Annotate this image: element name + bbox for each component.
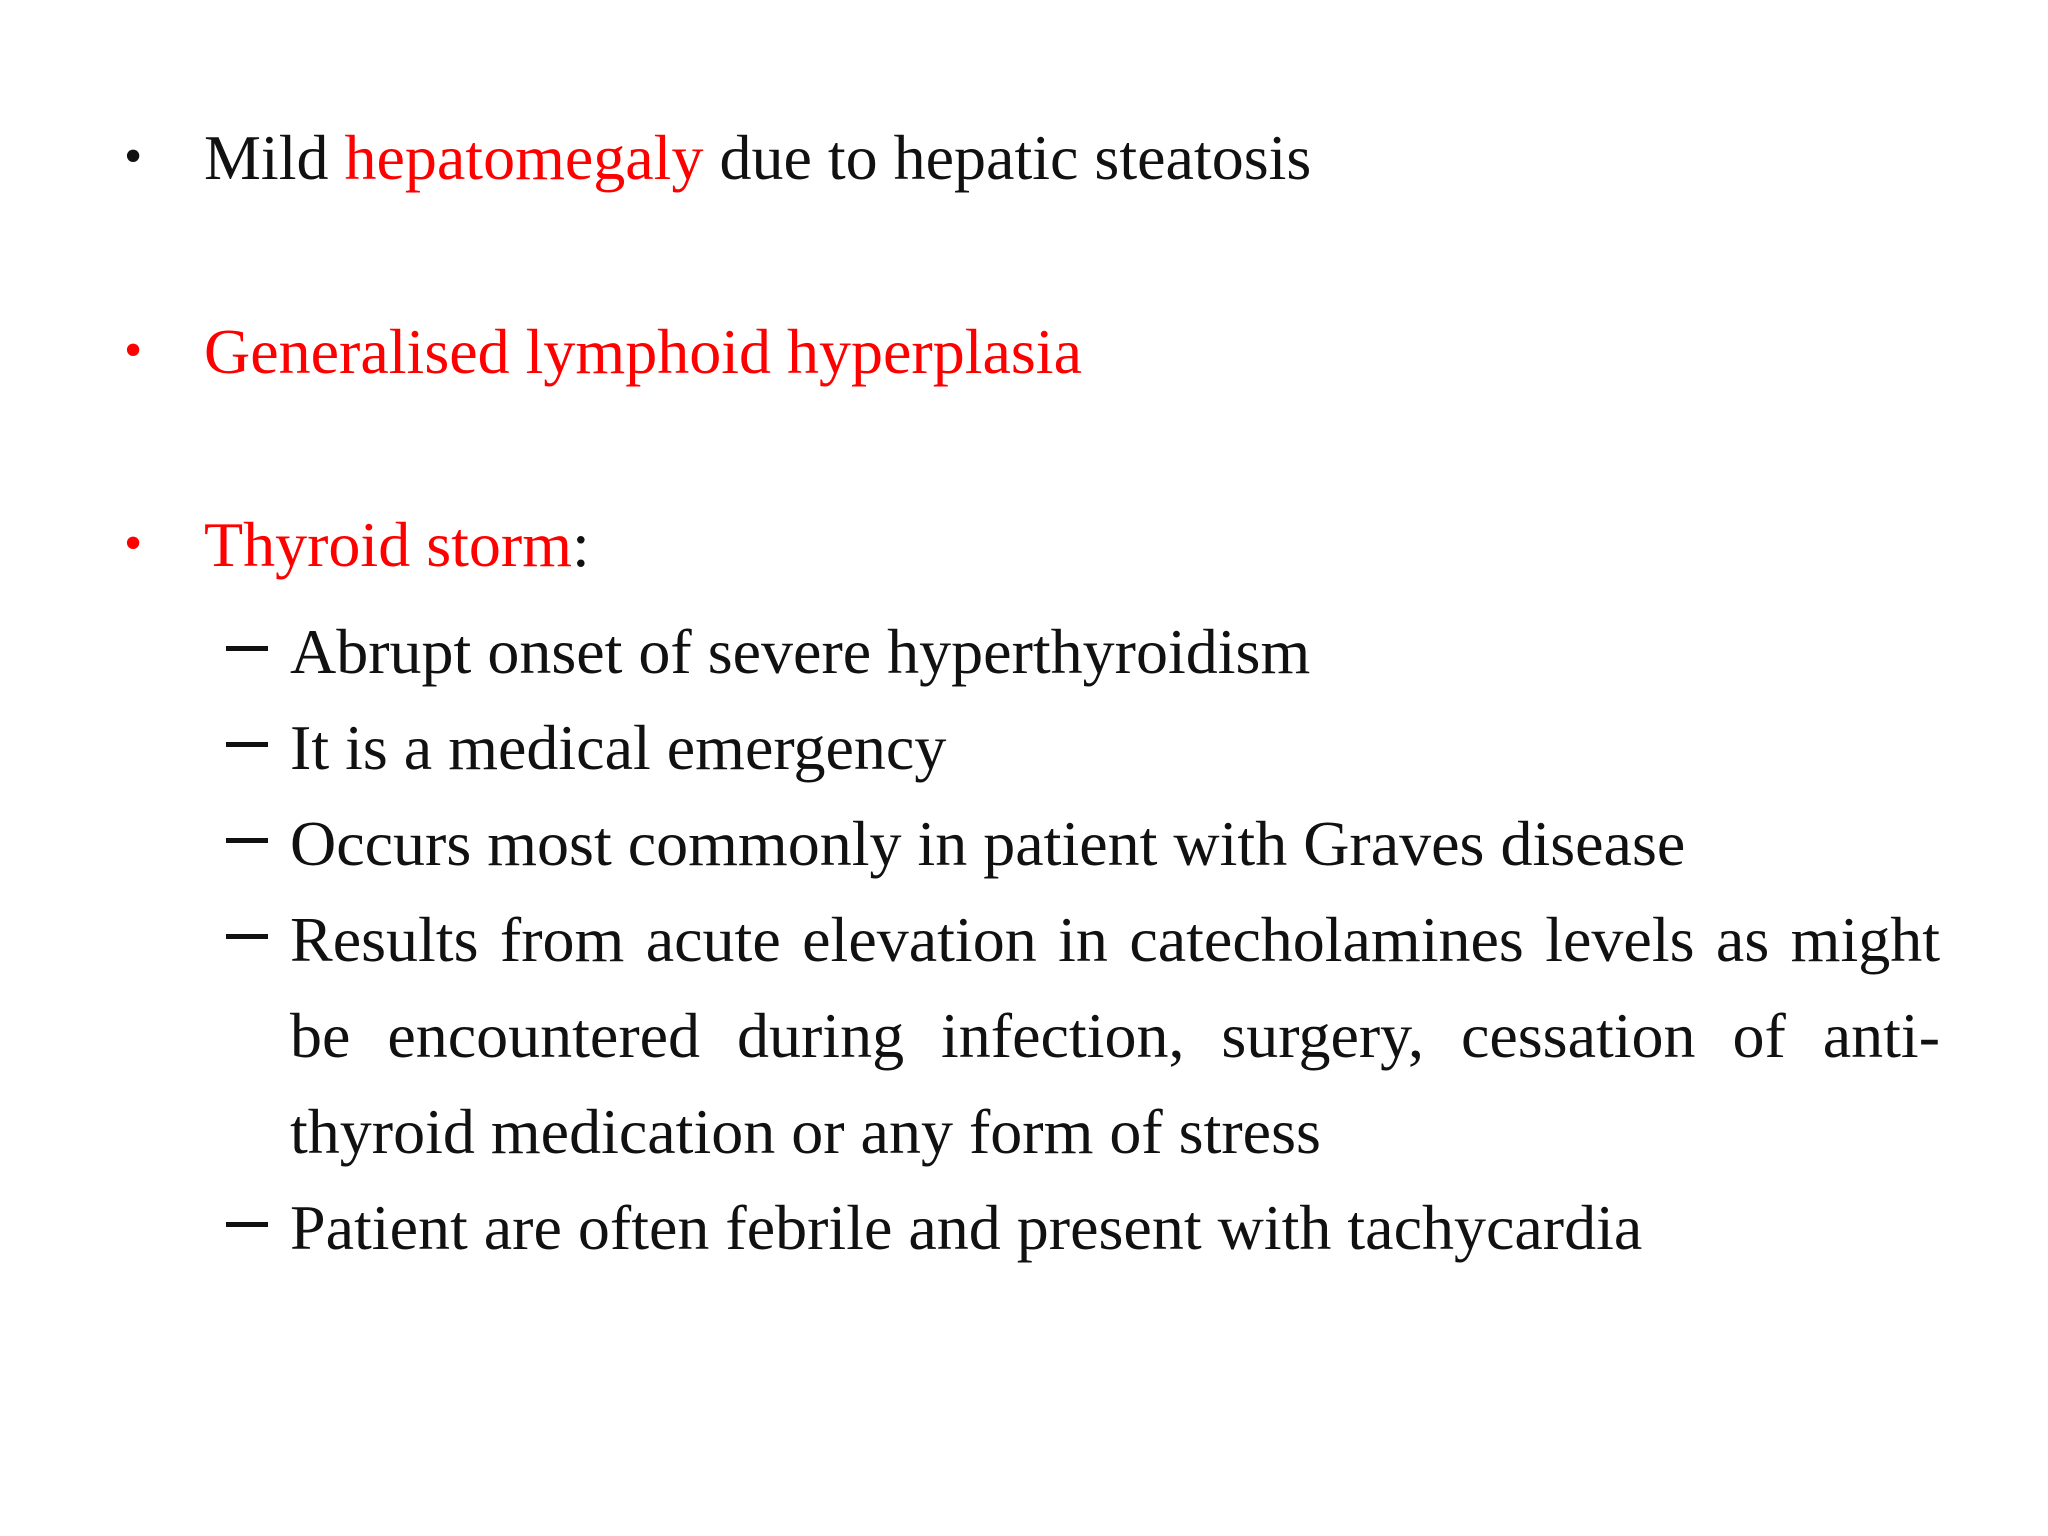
text-plain: :	[571, 509, 590, 580]
bullet-dot: •	[124, 515, 143, 572]
bullet-dot: •	[124, 128, 143, 185]
sub-item	[220, 796, 1940, 892]
sub-item-text: It is a medical emergency	[290, 712, 947, 783]
dash-marker	[220, 604, 290, 700]
dash-marker	[220, 700, 290, 796]
bullet-hepatomegaly	[124, 122, 1312, 193]
sub-item-text: Occurs most commonly in patient with Graves disease	[290, 808, 1686, 879]
sub-item	[220, 604, 1940, 700]
sub-item-text: Abrupt onset of severe hyperthyroidism	[290, 616, 1311, 687]
sub-item-text: Patient are often febrile and present with tachycardia	[290, 1192, 1643, 1263]
bullet-dot: •	[124, 322, 143, 379]
text-highlight: Thyroid storm	[204, 509, 572, 580]
bullet-text: Generalised lymphoid hyperplasia	[204, 316, 1082, 387]
dash-marker	[220, 892, 290, 988]
bullet-thyroid-storm	[124, 509, 590, 580]
thyroid-storm-sublist	[220, 604, 1940, 1276]
sub-item	[220, 700, 1940, 796]
text-plain: Mild	[204, 122, 345, 193]
sub-item-text: Results from acute elevation in catecholamines levels as might be encountered during infection, surgery, cessation of anti-thyroid medication or any form of stress	[290, 904, 1940, 1167]
sub-item	[220, 892, 1940, 1180]
dash-marker	[220, 796, 290, 892]
bullet-text	[204, 509, 590, 580]
text-highlight: hepatomegaly	[344, 122, 704, 193]
dash-marker	[220, 1180, 290, 1276]
bullet-text	[204, 122, 1312, 193]
sub-item	[220, 1180, 1940, 1276]
text-plain: due to hepatic steatosis	[703, 122, 1312, 193]
bullet-lymphoid	[124, 316, 1082, 387]
